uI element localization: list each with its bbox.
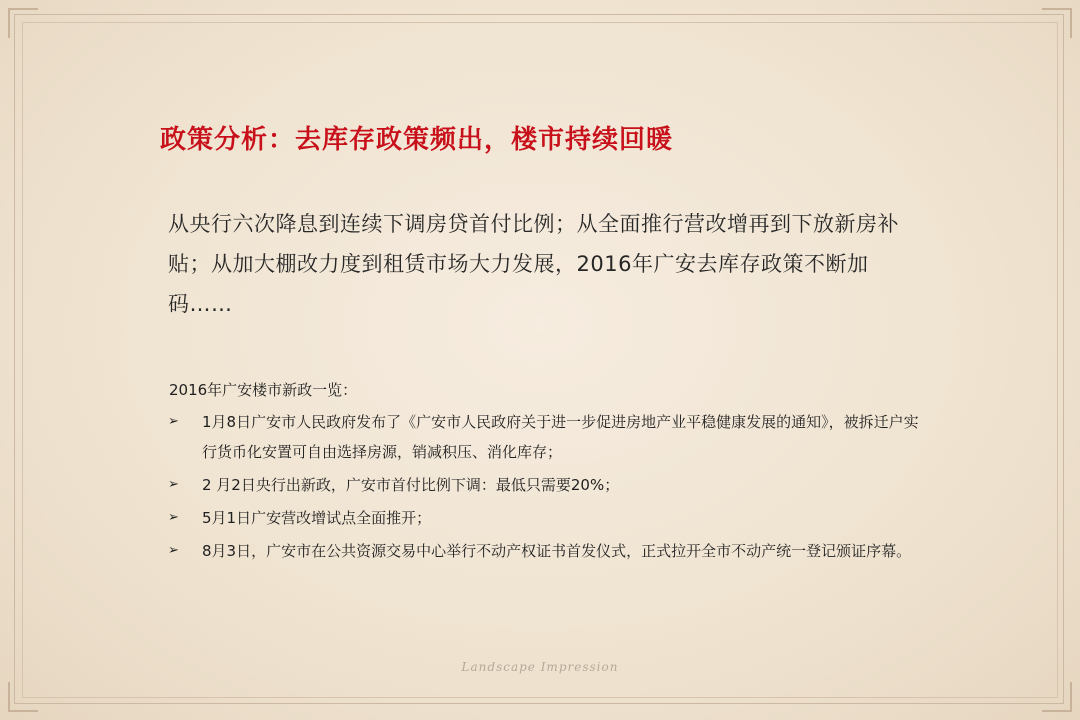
- arrow-bullet-icon: ➢: [168, 543, 179, 558]
- frame-corner-bottom-right: [1042, 682, 1072, 712]
- arrow-bullet-icon: ➢: [168, 414, 179, 429]
- intro-paragraph: 从央行六次降息到连续下调房贷首付比例；从全面推行营改增再到下放新房补贴；从加大棚改力度到租赁市场大力发展，2016年广安去库存政策不断加码……: [168, 212, 899, 316]
- policy-list: [168, 407, 928, 569]
- frame-corner-bottom-left: [8, 682, 38, 712]
- arrow-bullet-icon: ➢: [168, 477, 179, 492]
- footer-watermark: Landscape Impression: [461, 660, 619, 674]
- policy-list-heading: 2016年广安楼市新政一览：: [169, 381, 358, 399]
- policy-item-text: 2 月2日央行出新政，广安市首付比例下调：最低只需要20%；: [202, 476, 620, 494]
- policy-item-text: 5月1日广安营改增试点全面推开；: [202, 509, 432, 527]
- arrow-bullet-icon: ➢: [168, 510, 179, 525]
- policy-list-item: [168, 536, 928, 566]
- policy-list-item: [168, 503, 928, 533]
- frame-corner-top-right: [1042, 8, 1072, 38]
- policy-list-item: [168, 407, 928, 467]
- policy-item-text: 1月8日广安市人民政府发布了《广安市人民政府关于进一步促进房地产业平稳健康发展的通知》，被拆迁户实行货币化安置可自由选择房源，销减积压、消化库存；: [202, 413, 919, 461]
- frame-corner-top-left: [8, 8, 38, 38]
- policy-item-text: 8月3日，广安市在公共资源交易中心举行不动产权证书首发仪式，正式拉开全市不动产统一登记颁证序幕。: [202, 542, 912, 560]
- slide-title: 政策分析：去库存政策频出，楼市持续回暖: [160, 125, 674, 155]
- policy-list-item: [168, 470, 928, 500]
